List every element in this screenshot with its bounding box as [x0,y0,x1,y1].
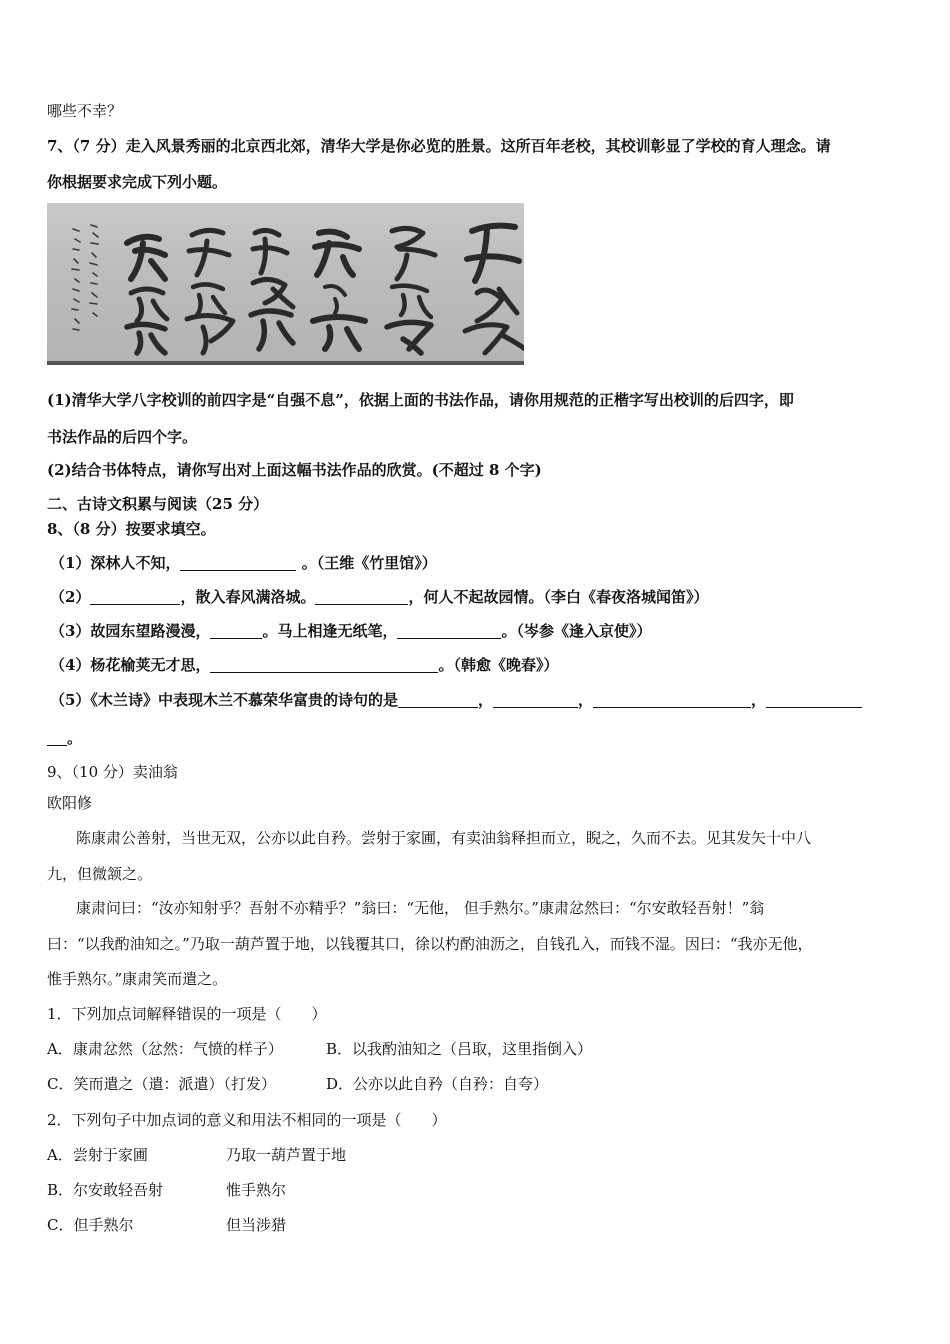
q8-item1-text: （1）深林人不知， [50,554,181,572]
q8-item2-source: ，何人不起故园情。（李白《春夜洛城闻笛》） [408,588,709,606]
q9-sub1-option-d[interactable]: D．公亦以此自矜（自矜：自夸） [326,1075,549,1093]
q8-item5-end [47,728,82,748]
answer-blank[interactable] [90,588,180,605]
q8-item3-text: （3）故园东望路漫漫， [50,622,211,640]
q9-sub2-option-b-pair: 惟手熟尔 [226,1181,287,1199]
q9-sub2-option-c[interactable]: C．但手熟尔 [47,1216,134,1234]
q9-sub2-option-a[interactable]: A．尝射于家圃 [47,1146,148,1164]
q9-para2-line2: 曰：“以我酌油知之。”乃取一葫芦置于地，以钱覆其口，徐以杓酌油沥之，自钱孔入，而钱不湿。因曰：“我亦无他， [47,935,813,953]
answer-blank[interactable] [766,691,862,708]
q8-item3 [50,621,651,641]
prev-question-tail: 哪些不幸？ [47,102,123,120]
q8-item2-text: ，散入春风满洛城。 [180,588,316,606]
answer-blank[interactable] [180,554,296,571]
q9-author: 欧阳修 [47,794,93,812]
q8-item2-number: （2） [50,588,91,606]
q9-para1-line1: 陈康肃公善射，当世无双，公亦以此自矜。尝射于家圃，有卖油翁释担而立，睨之，久而不去。见其发矢十中八 [76,829,812,847]
calligraphy-brushwork [47,203,524,361]
comma: ， [750,691,766,709]
q9-para1-line2: 九，但微颔之。 [47,865,153,883]
comma: ， [477,691,493,709]
q8-item2 [50,587,708,607]
q9-sub1-option-c[interactable]: C．笑而遣之（遣：派遣）（打发） [47,1075,276,1093]
q8-item4-text: （4）杨花榆荚无才思， [50,656,211,674]
q8-item3-text2: 。马上相逢无纸笔， [262,622,398,640]
answer-blank[interactable] [397,622,501,639]
q8-item5-text: （5）《木兰诗》中表现木兰不慕荣华富贵的诗句的是 [50,691,398,709]
q8-item4 [50,655,558,675]
calligraphy-image [47,203,524,365]
q8-item1 [50,553,437,573]
q7-stem-line1: 7、（7 分）走入风景秀丽的北京西北郊，清华大学是你必览的胜景。这所百年老校，其校训彰显了学校的育人理念。请 [47,137,831,155]
q9-sub2-option-b[interactable]: B．尔安敢轻吾射 [47,1181,164,1199]
q9-para2-line3: 惟手熟尔。”康肃笑而遣之。 [47,970,228,988]
q7-sub1-line2: 书法作品的后四个字。 [47,428,198,446]
q9-sub1-title: 1．下列加点词解释错误的一项是（ ） [47,1005,327,1023]
answer-blank[interactable] [47,729,67,746]
answer-blank[interactable] [493,691,578,708]
q9-para2-line1: 康肃问曰：“汝亦知射乎？吾射不亦精乎？”翁曰：“无他， 但手熟尔。”康肃忿然曰：“尔安敢轻吾射！”翁 [76,899,765,917]
answer-blank[interactable] [593,691,751,708]
q9-sub2-option-c-pair: 但当涉猎 [226,1216,287,1234]
answer-blank[interactable] [315,588,408,605]
q9-sub2-title: 2．下列句子中加点词的意义和用法不相同的一项是（ ） [47,1111,447,1129]
answer-blank[interactable] [210,622,262,639]
q9-sub2-option-a-pair: 乃取一葫芦置于地 [226,1146,347,1164]
q7-sub2: (2)结合书体特点，请你写出对上面这幅书法作品的欣赏。(不超过 8 个字) [47,461,542,479]
comma: ， [577,691,593,709]
q9-title: 9、（10 分）卖油翁 [47,763,178,781]
q8-item3-source: 。（岑参《逢入京使》） [501,622,652,640]
q7-stem-line2: 你根据要求完成下列小题。 [47,173,228,191]
q8-item5 [50,690,862,710]
period: 。 [67,729,83,747]
q9-sub1-option-a[interactable]: A．康肃忿然（忿然：气愤的样子） [47,1040,283,1058]
q8-item1-source: 。（王维《竹里馆》） [301,554,437,572]
answer-blank[interactable] [210,656,438,673]
answer-blank[interactable] [398,691,478,708]
q7-sub1-line1: (1)清华大学八字校训的前四字是“自强不息”，依据上面的书法作品，请你用规范的正楷字写出校训的后四字，即 [47,391,794,409]
q8-title: 8、（8 分）按要求填空。 [47,520,216,538]
q8-item4-source: 。（韩愈《晚春》） [438,656,559,674]
q9-sub1-option-b[interactable]: B．以我酌油知之（吕取，这里指倒入） [326,1040,593,1058]
section-heading: 二、古诗文积累与阅读（25 分） [47,495,269,513]
